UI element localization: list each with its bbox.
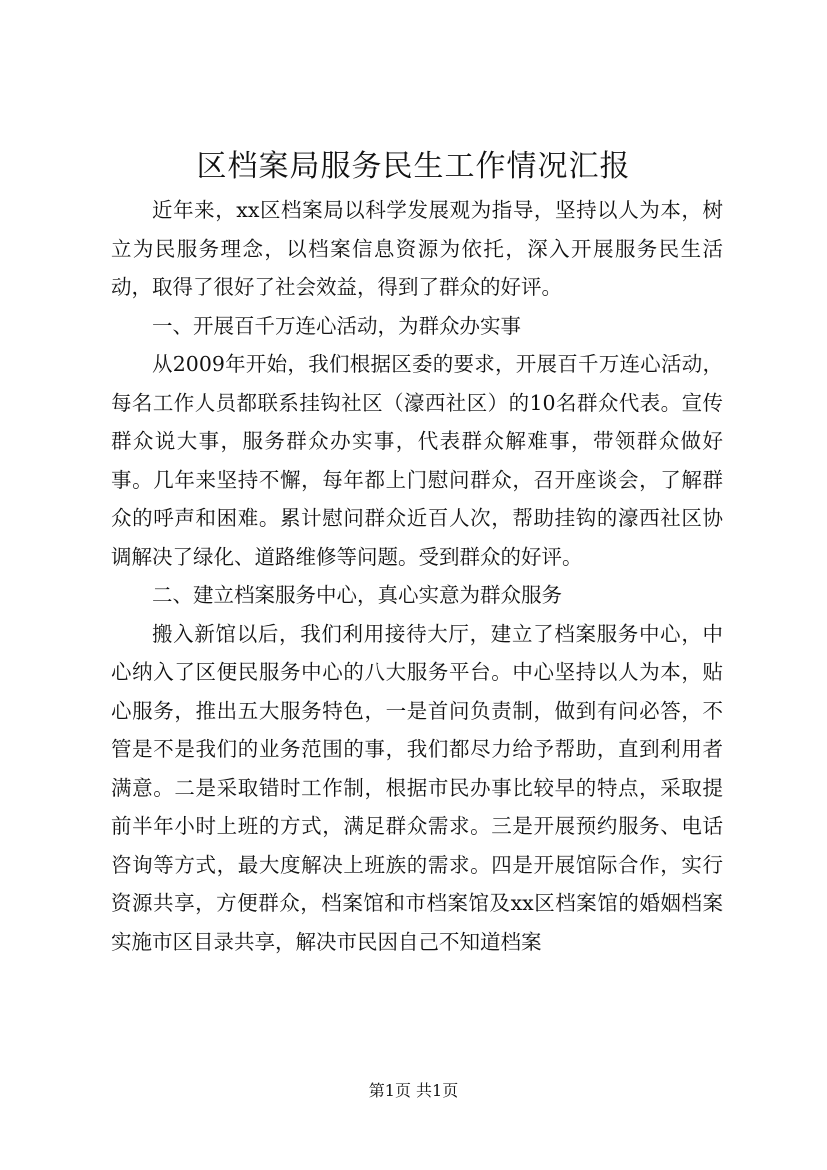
section-2-paragraph: 搬入新馆以后，我们利用接待大厅，建立了档案服务中心，中心纳入了区便民服务中心的八大服务平台。中心坚持以人为本，贴心服务，推出五大服务特色，一是首问负责制，做到有问必答，不管是不是我们的业务范围的事，我们都尽力给予帮助，直到利用者满意。二是采取错时工作制，根据市民办事比较早的特点，采取提前半年小时上班的方式，满足群众需求。三是开展预约服务、电话咨询等方式，最大度解决上班族的需求。四是开展馆际合作，实行资源共享，方便群众，档案馆和市档案馆及xx区档案馆的婚姻档案实施市区目录共享，解决市民因自己不知道档案 bbox=[111, 621, 723, 954]
section-1-heading: 一、开展百千万连心活动，为群众办实事 bbox=[152, 313, 521, 338]
page-footer: 第1页 共1页 bbox=[368, 1081, 459, 1100]
intro-paragraph: 近年来，xx区档案局以科学发展观为指导，坚持以人为本，树立为民服务理念，以档案信息资源为依托，深入开展服务民生活动，取得了很好了社会效益，得到了群众的好评。 bbox=[111, 198, 723, 299]
document-title: 区档案局服务民生工作情况汇报 bbox=[196, 149, 631, 184]
section-2-heading: 二、建立档案服务中心，真心实意为群众服务 bbox=[152, 583, 562, 607]
section-1-paragraph: 从2009年开始，我们根据区委的要求，开展百千万连心活动，每名工作人员都联系挂钩社区（濠西社区）的10名群众代表。宣传群众说大事，服务群众办实事，代表群众解难事，带领群众做好事。几年来坚持不懈，每年都上门慰问群众，召开座谈会，了解群众的呼声和困难。累计慰问群众近百人次，帮助挂钩的濠西社区协调解决了绿化、道路维修等问题。受到群众的好评。 bbox=[111, 352, 723, 569]
document-body bbox=[111, 191, 723, 961]
